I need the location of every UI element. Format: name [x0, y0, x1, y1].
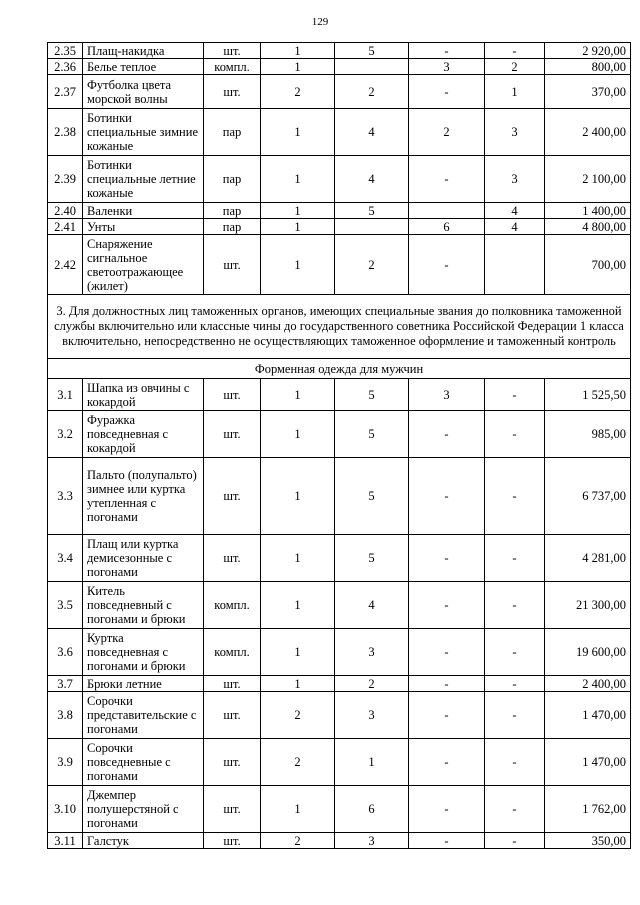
table-row — [48, 109, 631, 156]
table-row — [48, 59, 631, 75]
unit-of-measure: шт. — [204, 43, 261, 59]
col-5-cell: - — [409, 739, 485, 786]
price-cell: 700,00 — [545, 235, 631, 295]
quantity-cell: 1 — [261, 219, 335, 235]
unit-of-measure: шт. — [204, 458, 261, 535]
item-name: Фуражка повседневная с кокардой — [83, 411, 204, 458]
unit-of-measure: шт. — [204, 411, 261, 458]
wear-period-cell: 4 — [335, 582, 409, 629]
wear-period-cell: 4 — [335, 109, 409, 156]
unit-of-measure: пар — [204, 109, 261, 156]
row-number: 3.11 — [48, 833, 83, 849]
col-6-cell: - — [485, 411, 545, 458]
col-6-cell: - — [485, 676, 545, 692]
item-name: Пальто (полупальто) зимнее или куртка утепленная с погонами — [83, 458, 204, 535]
price-cell: 1 470,00 — [545, 692, 631, 739]
col-6-cell: - — [485, 379, 545, 411]
col-6-cell: 2 — [485, 59, 545, 75]
col-6-cell: - — [485, 535, 545, 582]
item-name: Снаряжение сигнальное светоотражающее (жилет) — [83, 235, 204, 295]
col-6-cell: - — [485, 692, 545, 739]
unit-of-measure: шт. — [204, 833, 261, 849]
item-name: Сорочки представительские с погонами — [83, 692, 204, 739]
col-5-cell: - — [409, 75, 485, 109]
wear-period-cell: 5 — [335, 535, 409, 582]
quantity-cell: 2 — [261, 739, 335, 786]
price-cell: 800,00 — [545, 59, 631, 75]
col-5-cell: - — [409, 629, 485, 676]
quantity-cell: 1 — [261, 582, 335, 629]
item-name: Плащ-накидка — [83, 43, 204, 59]
col-5-cell — [409, 203, 485, 219]
col-5-cell: - — [409, 676, 485, 692]
row-number: 2.39 — [48, 156, 83, 203]
price-cell: 985,00 — [545, 411, 631, 458]
table-row — [48, 739, 631, 786]
price-cell: 6 737,00 — [545, 458, 631, 535]
page-number: 129 — [311, 16, 329, 28]
wear-period-cell: 2 — [335, 235, 409, 295]
table-row — [48, 203, 631, 219]
table-row — [48, 219, 631, 235]
row-number: 2.36 — [48, 59, 83, 75]
table-row — [48, 235, 631, 295]
row-number: 3.10 — [48, 786, 83, 833]
price-cell: 4 800,00 — [545, 219, 631, 235]
col-6-cell: 3 — [485, 156, 545, 203]
item-name: Куртка повседневная с погонами и брюки — [83, 629, 204, 676]
item-name: Валенки — [83, 203, 204, 219]
table-row — [48, 692, 631, 739]
item-name: Шапка из овчины с кокардой — [83, 379, 204, 411]
wear-period-cell: 3 — [335, 833, 409, 849]
wear-period-cell: 5 — [335, 458, 409, 535]
wear-period-cell: 1 — [335, 739, 409, 786]
table-row — [48, 833, 631, 849]
wear-period-cell: 5 — [335, 203, 409, 219]
table-row — [48, 535, 631, 582]
table-row — [48, 379, 631, 411]
quantity-cell: 1 — [261, 156, 335, 203]
unit-of-measure: шт. — [204, 75, 261, 109]
subsection-heading-row — [48, 359, 631, 379]
item-name: Унты — [83, 219, 204, 235]
row-number: 3.1 — [48, 379, 83, 411]
col-5-cell: - — [409, 411, 485, 458]
price-cell: 4 281,00 — [545, 535, 631, 582]
quantity-cell: 2 — [261, 692, 335, 739]
price-cell: 1 470,00 — [545, 739, 631, 786]
col-5-cell: - — [409, 833, 485, 849]
quantity-cell: 2 — [261, 75, 335, 109]
item-name: Китель повседневный с погонами и брюки — [83, 582, 204, 629]
price-cell: 1 762,00 — [545, 786, 631, 833]
row-number: 2.38 — [48, 109, 83, 156]
quantity-cell: 1 — [261, 235, 335, 295]
col-6-cell: 4 — [485, 203, 545, 219]
unit-of-measure: пар — [204, 203, 261, 219]
quantity-cell: 1 — [261, 379, 335, 411]
col-5-cell: - — [409, 156, 485, 203]
table-row — [48, 156, 631, 203]
row-number: 3.5 — [48, 582, 83, 629]
col-5-cell: - — [409, 458, 485, 535]
table-row — [48, 43, 631, 59]
wear-period-cell — [335, 59, 409, 75]
wear-period-cell: 2 — [335, 676, 409, 692]
col-5-cell: - — [409, 43, 485, 59]
row-number: 3.8 — [48, 692, 83, 739]
quantity-cell: 1 — [261, 109, 335, 156]
row-number: 3.3 — [48, 458, 83, 535]
price-cell: 2 400,00 — [545, 109, 631, 156]
quantity-cell: 1 — [261, 676, 335, 692]
item-name: Плащ или куртка демисезонные с погонами — [83, 535, 204, 582]
col-5-cell: 2 — [409, 109, 485, 156]
col-5-cell: - — [409, 535, 485, 582]
col-5-cell: 6 — [409, 219, 485, 235]
wear-period-cell: 3 — [335, 692, 409, 739]
wear-period-cell: 5 — [335, 379, 409, 411]
unit-of-measure: шт. — [204, 379, 261, 411]
wear-period-cell: 3 — [335, 629, 409, 676]
col-6-cell: 1 — [485, 75, 545, 109]
unit-of-measure: компл. — [204, 59, 261, 75]
table-row — [48, 786, 631, 833]
unit-of-measure: шт. — [204, 676, 261, 692]
quantity-cell: 1 — [261, 629, 335, 676]
item-name: Джемпер полушерстяной с погонами — [83, 786, 204, 833]
price-cell: 2 400,00 — [545, 676, 631, 692]
row-number: 3.4 — [48, 535, 83, 582]
row-number: 2.41 — [48, 219, 83, 235]
col-6-cell — [485, 235, 545, 295]
col-6-cell: - — [485, 458, 545, 535]
table-row — [48, 629, 631, 676]
col-5-cell: - — [409, 235, 485, 295]
section-3-heading-group — [48, 295, 631, 379]
section-heading-row — [48, 295, 631, 359]
col-6-cell: - — [485, 786, 545, 833]
row-number: 2.37 — [48, 75, 83, 109]
quantity-cell: 1 — [261, 786, 335, 833]
wear-period-cell: 2 — [335, 75, 409, 109]
unit-of-measure: пар — [204, 219, 261, 235]
quantity-cell: 1 — [261, 43, 335, 59]
item-name: Белье теплое — [83, 59, 204, 75]
items-group-3 — [48, 379, 631, 849]
item-name: Ботинки специальные летние кожаные — [83, 156, 204, 203]
quantity-cell: 2 — [261, 833, 335, 849]
price-cell: 1 525,50 — [545, 379, 631, 411]
items-group-2 — [48, 43, 631, 295]
unit-of-measure: шт. — [204, 786, 261, 833]
unit-of-measure: шт. — [204, 535, 261, 582]
price-cell: 370,00 — [545, 75, 631, 109]
col-6-cell: - — [485, 629, 545, 676]
subsection-heading: Форменная одежда для мужчин — [48, 359, 631, 379]
wear-period-cell: 5 — [335, 43, 409, 59]
price-cell: 19 600,00 — [545, 629, 631, 676]
price-cell: 2 100,00 — [545, 156, 631, 203]
col-6-cell: - — [485, 582, 545, 629]
col-6-cell: 4 — [485, 219, 545, 235]
wear-period-cell: 5 — [335, 411, 409, 458]
item-name: Сорочки повседневные с погонами — [83, 739, 204, 786]
unit-of-measure: пар — [204, 156, 261, 203]
quantity-cell: 1 — [261, 411, 335, 458]
wear-period-cell — [335, 219, 409, 235]
quantity-cell: 1 — [261, 458, 335, 535]
unit-of-measure: шт. — [204, 692, 261, 739]
price-cell: 350,00 — [545, 833, 631, 849]
quantity-cell: 1 — [261, 535, 335, 582]
items-table — [47, 42, 631, 849]
col-5-cell: 3 — [409, 59, 485, 75]
row-number: 3.2 — [48, 411, 83, 458]
row-number: 2.40 — [48, 203, 83, 219]
unit-of-measure: шт. — [204, 235, 261, 295]
col-5-cell: - — [409, 786, 485, 833]
col-6-cell: - — [485, 739, 545, 786]
row-number: 3.9 — [48, 739, 83, 786]
item-name: Футболка цвета морской волны — [83, 75, 204, 109]
col-6-cell: 3 — [485, 109, 545, 156]
price-cell: 21 300,00 — [545, 582, 631, 629]
price-cell: 2 920,00 — [545, 43, 631, 59]
col-6-cell: - — [485, 833, 545, 849]
item-name: Галстук — [83, 833, 204, 849]
table-row — [48, 458, 631, 535]
item-name: Ботинки специальные зимние кожаные — [83, 109, 204, 156]
row-number: 3.7 — [48, 676, 83, 692]
col-6-cell: - — [485, 43, 545, 59]
wear-period-cell: 4 — [335, 156, 409, 203]
row-number: 2.35 — [48, 43, 83, 59]
item-name: Брюки летние — [83, 676, 204, 692]
table-row — [48, 582, 631, 629]
table-row — [48, 411, 631, 458]
table-row — [48, 676, 631, 692]
col-5-cell: 3 — [409, 379, 485, 411]
col-5-cell: - — [409, 692, 485, 739]
section-heading: 3. Для должностных лиц таможенных органов, имеющих специальные звания до полковника таможенной службы включительно или классные чины до государственного советника Российской Федерации 1 класса включительно, непосредственно не осуществляющих таможенное оформление и таможенный контроль — [48, 295, 631, 359]
table-row — [48, 75, 631, 109]
price-cell: 1 400,00 — [545, 203, 631, 219]
row-number: 3.6 — [48, 629, 83, 676]
unit-of-measure: компл. — [204, 582, 261, 629]
row-number: 2.42 — [48, 235, 83, 295]
unit-of-measure: компл. — [204, 629, 261, 676]
wear-period-cell: 6 — [335, 786, 409, 833]
col-5-cell: - — [409, 582, 485, 629]
unit-of-measure: шт. — [204, 739, 261, 786]
quantity-cell: 1 — [261, 59, 335, 75]
quantity-cell: 1 — [261, 203, 335, 219]
